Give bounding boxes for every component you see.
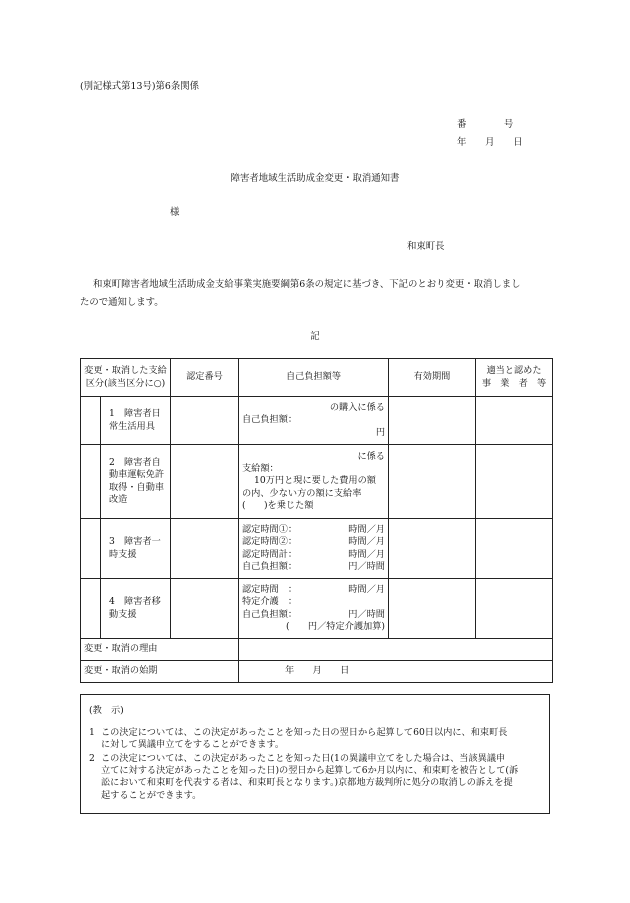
provider-cell[interactable]: [476, 579, 553, 639]
self-burden-cell: の購入に係る 自己負担額： 円: [239, 397, 389, 445]
self-burden-cell: に係る 支給額： 10万円と現に要した費用の額 の内、少ない方の額に支給率 ( )を乗じた額: [239, 445, 389, 519]
table-row: [81, 519, 553, 579]
category-label: 4 障害者移 動支援: [101, 579, 171, 639]
table-header-row: [81, 359, 553, 397]
table-row: [81, 397, 553, 445]
document-date-label: 年 月 日: [457, 137, 523, 148]
notice-item: 2 この決定については、この決定があったことを知った日(1の異議申立てをした場合は、当該異議申 立てに対する決定があったことを知った日)の翌日から起算して6か月以内に、和束町を被告として(訴 訟において和束町を代表する者は、和束町長となります。)京都地方裁判所に処分の取消しの訴えを提 起することができます。: [89, 753, 519, 801]
category-label: 3 障害者一 時支援: [101, 519, 171, 579]
header-cert-no: 認定番号: [171, 359, 239, 397]
document-number-label: 番 号: [457, 119, 514, 130]
document-title: 障害者地域生活助成金変更・取消通知書: [230, 173, 400, 184]
header-provider: 適当と認めた 事 業 者 等: [476, 359, 553, 397]
reason-value[interactable]: [239, 639, 553, 661]
selection-mark-cell[interactable]: [81, 445, 101, 519]
form-reference: (別記様式第13号)第6条関係: [80, 81, 199, 92]
start-date-value[interactable]: 年 月 日: [239, 661, 553, 683]
selection-mark-cell[interactable]: [81, 519, 101, 579]
cert-no-cell[interactable]: [171, 579, 239, 639]
reason-row: [81, 639, 553, 661]
validity-cell[interactable]: [389, 579, 476, 639]
validity-cell[interactable]: [389, 519, 476, 579]
body-text-line-2: たので通知します。: [80, 297, 164, 308]
category-label: 2 障害者自 動車運転免許 取得・自動車 改造: [101, 445, 171, 519]
table-row: [81, 579, 553, 639]
validity-cell[interactable]: [389, 445, 476, 519]
body-text-line-1: 和束町障害者地域生活助成金支給事業実施要綱第6条の規定に基づき、下記のとおり変更・取消しまし: [93, 279, 521, 290]
self-burden-cell: 認定時間 ： 時間／月 特定介護 ： 自己負担額： 円／時間 ( 円／特定介護加算): [239, 579, 389, 639]
notice-title: (教 示): [89, 705, 124, 716]
provider-cell[interactable]: [476, 519, 553, 579]
notice-item: 1 この決定については、この決定があったことを知った日の翌日から起算して60日以内に、和束町長 に対して異議申立てをすることができます。: [89, 727, 508, 751]
table-row: [81, 445, 553, 519]
provider-cell[interactable]: [476, 397, 553, 445]
selection-mark-cell[interactable]: [81, 397, 101, 445]
category-label: 1 障害者日 常生活用具: [101, 397, 171, 445]
issuer-name: 和束町長: [407, 241, 445, 252]
notice-box: [80, 694, 550, 814]
self-burden-cell: 認定時間①： 時間／月 認定時間②： 時間／月 認定時間計： 時間／月 自己負担額： 円／時間: [239, 519, 389, 579]
start-row: [81, 661, 553, 683]
header-category: 変更・取消した支給 区分(該当区分に○): [81, 359, 171, 397]
change-cancel-table: [80, 358, 553, 683]
header-validity: 有効期間: [389, 359, 476, 397]
provider-cell[interactable]: [476, 445, 553, 519]
header-self-burden: 自己負担額等: [239, 359, 389, 397]
validity-cell[interactable]: [389, 397, 476, 445]
selection-mark-cell[interactable]: [81, 579, 101, 639]
reason-label: 変更・取消の理由: [81, 639, 239, 661]
ki-heading: 記: [310, 331, 320, 342]
cert-no-cell[interactable]: [171, 445, 239, 519]
start-label: 変更・取消の始期: [81, 661, 239, 683]
recipient-suffix: 様: [170, 207, 180, 218]
cert-no-cell[interactable]: [171, 519, 239, 579]
cert-no-cell[interactable]: [171, 397, 239, 445]
